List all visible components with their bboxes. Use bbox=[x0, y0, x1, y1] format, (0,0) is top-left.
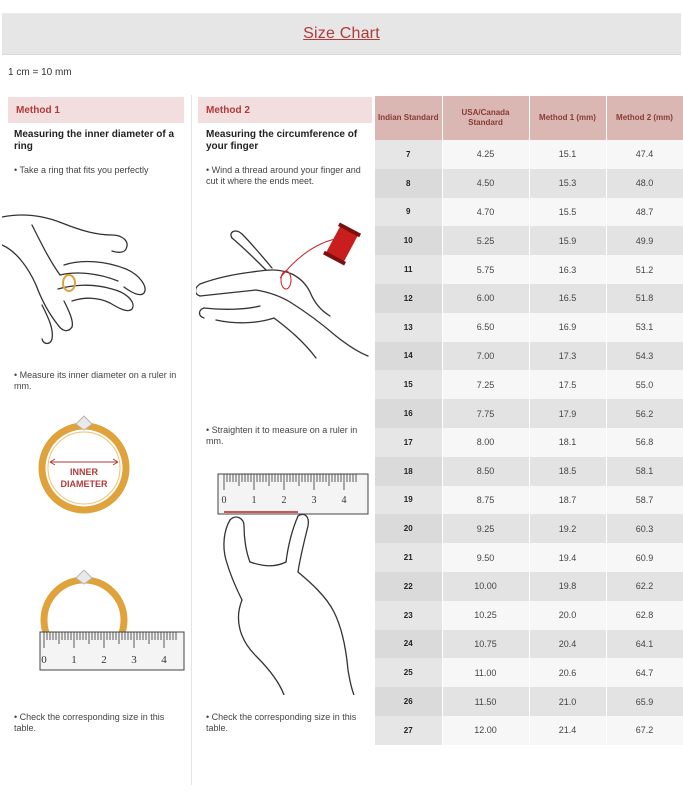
table-cell: 10.75 bbox=[442, 630, 529, 659]
table-cell: 18.1 bbox=[529, 428, 606, 457]
table-cell: 10 bbox=[375, 226, 442, 255]
table-cell: 58.1 bbox=[606, 457, 683, 486]
table-cell: 8 bbox=[375, 169, 442, 198]
table-cell: 62.2 bbox=[606, 572, 683, 601]
table-row bbox=[375, 370, 683, 399]
table-cell: 64.7 bbox=[606, 658, 683, 687]
ruler2-tick-0: 0 bbox=[221, 495, 227, 506]
table-row bbox=[375, 284, 683, 313]
table-cell: 7.25 bbox=[442, 370, 529, 399]
table-cell: 4.50 bbox=[442, 169, 529, 198]
table-cell: 58.7 bbox=[606, 486, 683, 515]
table-cell: 60.3 bbox=[606, 514, 683, 543]
table-cell: 6.50 bbox=[442, 313, 529, 342]
method1-step3: • Check the corresponding size in this table. bbox=[14, 712, 165, 733]
method2-step1: • Wind a thread around your finger and cut it where the ends meet. bbox=[206, 165, 361, 186]
table-cell: 56.2 bbox=[606, 399, 683, 428]
table-cell: 19.8 bbox=[529, 572, 606, 601]
ring-label-line1: INNER bbox=[69, 467, 99, 477]
table-cell: 19 bbox=[375, 486, 442, 515]
column-header-method1: Method 1 (mm) bbox=[529, 96, 606, 140]
ruler1-tick-0: 0 bbox=[41, 654, 47, 666]
table-cell: 17.5 bbox=[529, 370, 606, 399]
table-cell: 20.0 bbox=[529, 601, 606, 630]
table-cell: 21.0 bbox=[529, 687, 606, 716]
table-cell: 18.7 bbox=[529, 486, 606, 515]
table-cell: 12 bbox=[375, 284, 442, 313]
method2-step3: • Check the corresponding size in this table. bbox=[206, 712, 357, 733]
table-cell: 8.50 bbox=[442, 457, 529, 486]
table-row bbox=[375, 687, 683, 716]
table-cell: 15.3 bbox=[529, 169, 606, 198]
table-cell: 9.25 bbox=[442, 514, 529, 543]
table-cell: 55.0 bbox=[606, 370, 683, 399]
column-header-indian: Indian Standard bbox=[375, 96, 442, 140]
table-cell: 48.7 bbox=[606, 198, 683, 227]
ruler1-tick-4: 4 bbox=[161, 654, 167, 666]
hand-with-ring-illustration bbox=[2, 205, 172, 355]
table-cell: 14 bbox=[375, 342, 442, 371]
thread-on-ruler-illustration bbox=[214, 470, 374, 695]
ruler1-tick-2: 2 bbox=[101, 654, 107, 666]
table-cell: 4.25 bbox=[442, 140, 529, 169]
table-cell: 24 bbox=[375, 630, 442, 659]
table-cell: 19.4 bbox=[529, 543, 606, 572]
column-divider bbox=[191, 95, 192, 785]
table-cell: 51.8 bbox=[606, 284, 683, 313]
table-row bbox=[375, 716, 683, 745]
table-cell: 15 bbox=[375, 370, 442, 399]
ruler2-tick-3: 3 bbox=[311, 495, 317, 506]
method2-heading: Method 2 bbox=[198, 97, 372, 123]
unit-conversion-note: 1 cm = 10 mm bbox=[8, 67, 72, 78]
ring-on-ruler-illustration bbox=[36, 570, 186, 685]
table-cell: 5.75 bbox=[442, 255, 529, 284]
ruler1-tick-3: 3 bbox=[131, 654, 137, 666]
table-cell: 53.1 bbox=[606, 313, 683, 342]
table-row bbox=[375, 572, 683, 601]
table-header-row bbox=[375, 96, 683, 140]
table-cell: 17 bbox=[375, 428, 442, 457]
table-cell: 6.00 bbox=[442, 284, 529, 313]
header-bar bbox=[2, 13, 681, 55]
method1-step1: • Take a ring that fits you perfectly bbox=[14, 165, 149, 175]
column-header-usa-canada: USA/Canada Standard bbox=[442, 96, 529, 140]
table-row bbox=[375, 313, 683, 342]
table-cell: 62.8 bbox=[606, 601, 683, 630]
table-cell: 23 bbox=[375, 601, 442, 630]
table-cell: 47.4 bbox=[606, 140, 683, 169]
table-cell: 7 bbox=[375, 140, 442, 169]
table-cell: 16.9 bbox=[529, 313, 606, 342]
table-row bbox=[375, 226, 683, 255]
table-cell: 64.1 bbox=[606, 630, 683, 659]
table-cell: 22 bbox=[375, 572, 442, 601]
table-cell: 18 bbox=[375, 457, 442, 486]
table-row bbox=[375, 630, 683, 659]
table-row bbox=[375, 658, 683, 687]
ring-label-line2: DIAMETER bbox=[60, 479, 108, 489]
table-cell: 65.9 bbox=[606, 687, 683, 716]
ruler2-tick-1: 1 bbox=[251, 495, 257, 506]
table-cell: 9 bbox=[375, 198, 442, 227]
table-cell: 11 bbox=[375, 255, 442, 284]
table-cell: 10.25 bbox=[442, 601, 529, 630]
table-cell: 25 bbox=[375, 658, 442, 687]
table-cell: 8.00 bbox=[442, 428, 529, 457]
table-cell: 10.00 bbox=[442, 572, 529, 601]
table-cell: 5.25 bbox=[442, 226, 529, 255]
table-cell: 20.6 bbox=[529, 658, 606, 687]
table-cell: 26 bbox=[375, 687, 442, 716]
table-cell: 21.4 bbox=[529, 716, 606, 745]
table-row bbox=[375, 198, 683, 227]
ring-size-table bbox=[375, 96, 683, 745]
table-cell: 48.0 bbox=[606, 169, 683, 198]
table-cell: 49.9 bbox=[606, 226, 683, 255]
table-cell: 56.8 bbox=[606, 428, 683, 457]
table-cell: 15.9 bbox=[529, 226, 606, 255]
table-cell: 11.00 bbox=[442, 658, 529, 687]
table-cell: 18.5 bbox=[529, 457, 606, 486]
table-cell: 54.3 bbox=[606, 342, 683, 371]
table-cell: 13 bbox=[375, 313, 442, 342]
table-cell: 7.75 bbox=[442, 399, 529, 428]
table-cell: 11.50 bbox=[442, 687, 529, 716]
method1-heading: Method 1 bbox=[8, 97, 184, 123]
table-cell: 7.00 bbox=[442, 342, 529, 371]
table-cell: 9.50 bbox=[442, 543, 529, 572]
table-row bbox=[375, 514, 683, 543]
table-row bbox=[375, 601, 683, 630]
method2-step2: • Straighten it to measure on a ruler in mm. bbox=[206, 425, 358, 446]
table-row bbox=[375, 255, 683, 284]
table-cell: 8.75 bbox=[442, 486, 529, 515]
column-header-method2: Method 2 (mm) bbox=[606, 96, 683, 140]
table-cell: 15.5 bbox=[529, 198, 606, 227]
table-cell: 27 bbox=[375, 716, 442, 745]
table-cell: 16.3 bbox=[529, 255, 606, 284]
table-cell: 19.2 bbox=[529, 514, 606, 543]
table-cell: 16 bbox=[375, 399, 442, 428]
thread-around-finger-illustration bbox=[196, 218, 372, 368]
table-row bbox=[375, 169, 683, 198]
table-cell: 67.2 bbox=[606, 716, 683, 745]
table-row bbox=[375, 543, 683, 572]
table-cell: 21 bbox=[375, 543, 442, 572]
method1-step2: • Measure its inner diameter on a ruler in mm. bbox=[14, 370, 177, 391]
table-cell: 17.3 bbox=[529, 342, 606, 371]
table-cell: 12.00 bbox=[442, 716, 529, 745]
table-cell: 16.5 bbox=[529, 284, 606, 313]
table-row bbox=[375, 457, 683, 486]
table-cell: 20.4 bbox=[529, 630, 606, 659]
method2-subtitle: Measuring the circumference of your finger bbox=[206, 129, 358, 152]
table-cell: 60.9 bbox=[606, 543, 683, 572]
table-row bbox=[375, 399, 683, 428]
ring-inner-diameter-icon bbox=[34, 412, 134, 517]
table-row bbox=[375, 428, 683, 457]
ruler2-tick-4: 4 bbox=[341, 495, 347, 506]
table-row bbox=[375, 140, 683, 169]
table-row bbox=[375, 486, 683, 515]
table-cell: 51.2 bbox=[606, 255, 683, 284]
ruler2-tick-2: 2 bbox=[281, 495, 287, 506]
table-row bbox=[375, 342, 683, 371]
table-cell: 17.9 bbox=[529, 399, 606, 428]
ruler1-tick-1: 1 bbox=[71, 654, 77, 666]
page-title: Size Chart bbox=[303, 25, 380, 42]
table-cell: 20 bbox=[375, 514, 442, 543]
table-cell: 4.70 bbox=[442, 198, 529, 227]
method1-subtitle: Measuring the inner diameter of a ring bbox=[14, 129, 175, 152]
table-cell: 15.1 bbox=[529, 140, 606, 169]
